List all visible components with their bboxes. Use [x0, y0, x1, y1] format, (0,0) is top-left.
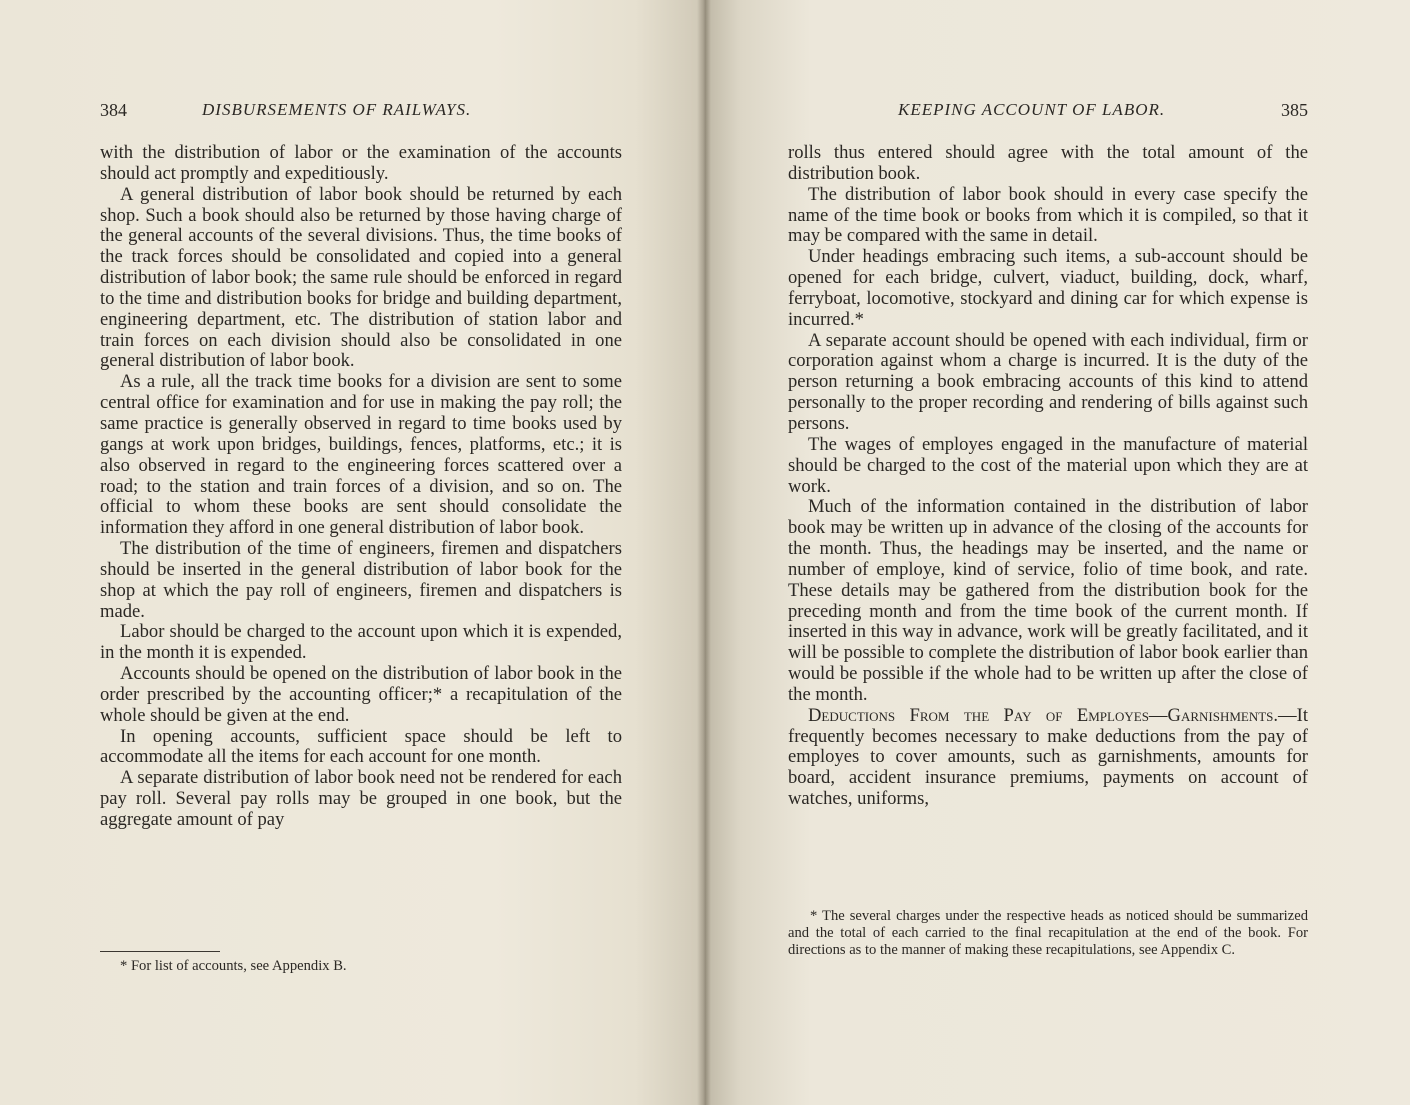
- paragraph: A separate distribution of labor book need not be rendered for each pay roll. Several pay rolls may be grouped in one book, but the aggregate amount of pay: [100, 767, 622, 830]
- paragraph: rolls thus entered should agree with the total amount of the distribution book.: [788, 142, 1308, 184]
- left-footnote: * For list of accounts, see Appendix B.: [120, 958, 347, 974]
- right-running-header: [788, 98, 1308, 124]
- paragraph: A separate account should be opened with each individual, firm or corporation against whom a charge is incurred. It is the duty of the person returning a book embracing accounts of this kind to attend personally to the proper recording and rendering of bills against such persons.: [788, 329, 1308, 434]
- paragraph: Much of the information contained in the distribution of labor book may be written up in advance of the closing of the accounts for the month. Thus, the headings may be inserted, and the name or number of employe, kind of service, folio of time book, and rate. These details may be gathered from the distribution book for the preceding month and from the time book of the current month. If inserted in this way in advance, work will be greatly facilitated, and it will be possible to complete the distribution of labor book earlier than would be possible if the whole had to be written up after the close of the month.: [788, 496, 1308, 705]
- book-gutter: [697, 0, 711, 1105]
- paragraph: In opening accounts, sufficient space should be left to accommodate all the items for each account for one month.: [100, 725, 622, 768]
- right-page-body: [788, 143, 1308, 810]
- footnote-rule: [100, 951, 220, 952]
- paragraph: The distribution of labor book should in every case specify the name of the time book or books from which it is compiled, so that it may be compared with the same in detail.: [788, 183, 1308, 247]
- right-page-number: 385: [1281, 100, 1308, 120]
- paragraph: Accounts should be opened on the distribution of labor book in the order prescribed by the accounting officer;* a recapitulation of the whole should be given at the end.: [100, 663, 622, 726]
- left-running-head: DISBURSEMENTS OF RAILWAYS.: [202, 100, 472, 119]
- paragraph: Under headings embracing such items, a sub-account should be opened for each bridge, culvert, viaduct, building, dock, wharf, ferryboat, locomotive, stockyard and dining car for which expense is incurred.*: [788, 246, 1308, 330]
- paragraph: As a rule, all the track time books for a division are sent to some central office for examination and for use in making the pay roll; the same practice is generally observed in regard to time books used by gangs at work upon bridges, buildings, fences, platforms, etc.; it is also observed in regard to the engineering forces scattered over a road; to the station and train forces of a division, and so on. The official to whom these books are sent should consolidate the information they afford in one general distribution of labor book.: [100, 371, 622, 539]
- left-page-number: 384: [100, 100, 127, 120]
- paragraph: Labor should be charged to the account upon which it is expended, in the month it is expended.: [100, 621, 622, 664]
- paragraph: with the distribution of labor or the examination of the accounts should act promptly and expeditiously.: [100, 142, 622, 184]
- section-text: —It frequently becomes necessary to make deductions from the pay of employes to cover amounts, such as garnishments, amounts for board, accident insurance premiums, payments on account of watches, uniforms,: [788, 704, 1308, 810]
- paragraph: A general distribution of labor book should be returned by each shop. Such a book should also be returned by those having charge of the general accounts of the several divisions. Thus, the time books of the track forces should be consolidated and copied into a general distribution of labor book; the same rule should be enforced in regard to the time and distribution books for bridge and building department, engineering department, etc. The distribution of station labor and train forces on each division should also be consolidated in one general distribution of labor book.: [100, 183, 622, 372]
- left-running-header: [100, 98, 622, 124]
- right-footnote: * The several charges under the respective heads as noticed should be summarized and the total of each carried to the final recapitulation at the end of the book. For directions as to the manner of making these recapitulations, see Appendix C.: [788, 908, 1308, 958]
- left-page-body: [100, 143, 622, 831]
- paragraph: The distribution of the time of engineers, firemen and dispatchers should be inserted in the general distribution of labor book for the shop at which the pay roll of engineers, firemen and dispatchers is made.: [100, 538, 622, 622]
- paragraph: The wages of employes engaged in the manufacture of material should be charged to the cost of the material upon which they are at work.: [788, 433, 1308, 497]
- section-paragraph: [788, 706, 1308, 810]
- right-running-head: KEEPING ACCOUNT OF LABOR.: [898, 100, 1166, 119]
- section-heading: Deductions From the Pay of Employes—Garnishments.: [808, 704, 1279, 726]
